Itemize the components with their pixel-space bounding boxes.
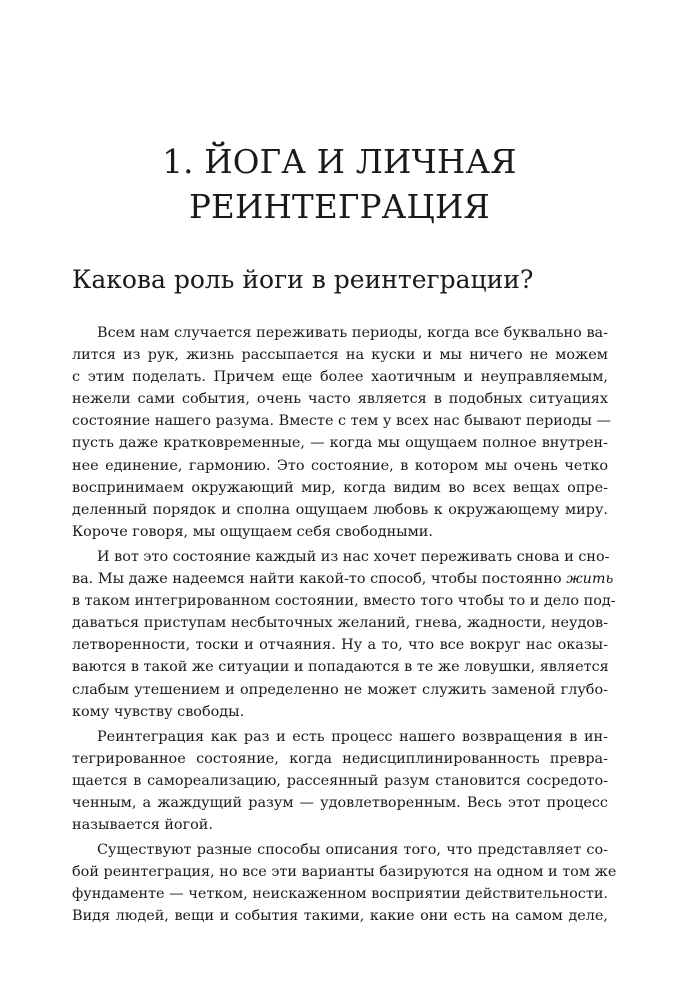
text-line: летворенности, тоски и отчаяния. Ну а то, что все вокруг нас оказы- bbox=[72, 637, 608, 654]
text-line: Реинтеграция как раз и есть процесс нашего возвращения в ин- bbox=[97, 728, 608, 745]
section-heading: Какова роль йоги в реинтеграции? bbox=[72, 265, 534, 294]
text-line-with-emphasis bbox=[72, 568, 614, 590]
text-line: кому чувству свободы. bbox=[72, 703, 245, 720]
text-line: ваются в такой же ситуации и попадаются в те же ловушки, является bbox=[72, 659, 609, 676]
text-line: бой реинтеграция, но все эти варианты базируются на одном и том же bbox=[72, 864, 617, 881]
text-line: И вот это состояние каждый из нас хочет переживать снова и сно- bbox=[97, 548, 610, 565]
text-line: деленный порядок и сполна ощущаем любовь к окружающему миру. bbox=[72, 501, 608, 518]
text-line: Короче говоря, мы ощущаем себя свободными. bbox=[72, 523, 433, 540]
text-line: воспринимаем окружающий мир, когда видим во всех вещах опре- bbox=[72, 479, 608, 496]
chapter-title-line: РЕИНТЕГРАЦИЯ bbox=[188, 188, 490, 226]
text-line: щается в самореализацию, рассеянный разум становится сосредото- bbox=[72, 772, 608, 789]
text-line: называется йогой. bbox=[72, 817, 213, 834]
emphasized-word: жить bbox=[566, 571, 614, 588]
text-line: фундаменте — четком, неискаженном восприятии действительности. bbox=[72, 886, 608, 903]
text-fragment: ва. Мы даже надеемся найти какой-то способ, чтобы постоянно bbox=[72, 571, 562, 588]
paragraph bbox=[72, 546, 616, 723]
body-text bbox=[72, 322, 617, 928]
text-line: лится из рук, жизнь рассыпается на куски и мы ничего не можем bbox=[72, 347, 608, 364]
text-line: с этим поделать. Причем еще более хаотичным и неуправляемым, bbox=[72, 369, 608, 386]
paragraph bbox=[72, 726, 608, 836]
text-line: Видя людей, вещи и события такими, какие они есть на самом деле, bbox=[72, 908, 608, 925]
text-line: тегрированное состояние, когда недисциплинированность превра- bbox=[72, 750, 608, 767]
chapter-title bbox=[60, 140, 619, 230]
text-line: Существуют разные способы описания того, что представляет со- bbox=[97, 842, 608, 859]
paragraph bbox=[72, 839, 617, 927]
text-line: ченным, а жаждущий разум — удовлетворенным. Весь этот процесс bbox=[72, 794, 608, 811]
text-line: в таком интегрированном состоянии, вместо того чтобы то и дело под- bbox=[72, 593, 616, 610]
text-line: пусть даже кратковременные, — когда мы ощущаем полное внутрен- bbox=[72, 435, 608, 452]
text-line: состояние нашего разума. Вместе с тем у всех нас бывают периоды — bbox=[72, 413, 611, 430]
chapter-title-line: 1. ЙОГА И ЛИЧНАЯ bbox=[162, 143, 517, 181]
text-line: нежели сами события, очень часто является в подобных ситуациях bbox=[72, 391, 608, 408]
text-line: слабым утешением и определенно не может служить заменой глубо- bbox=[72, 681, 608, 698]
text-line: даваться приступам несбыточных желаний, гнева, жадности, неудов- bbox=[72, 615, 608, 632]
text-line: Всем нам случается переживать периоды, когда все буквально ва- bbox=[97, 325, 608, 341]
paragraph bbox=[72, 322, 611, 543]
text-line: нее единение, гармонию. Это состояние, в котором мы очень четко bbox=[72, 457, 608, 474]
